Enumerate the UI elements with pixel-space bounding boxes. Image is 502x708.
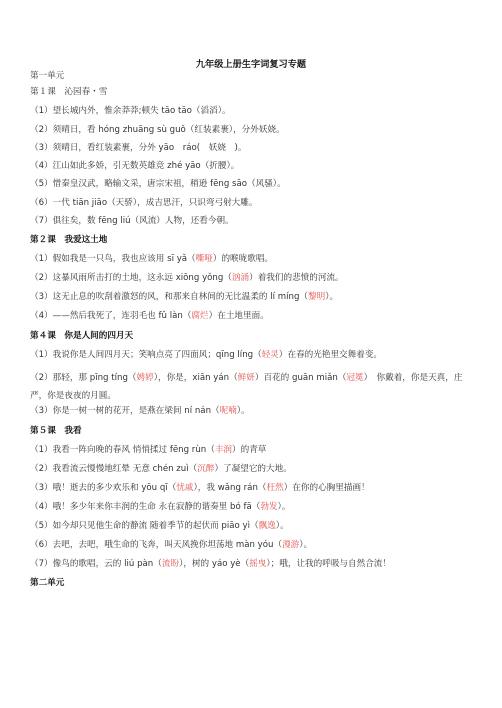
answer-word: 黎明 [308,292,326,302]
answer-word: 摇曳 [249,559,267,569]
item-text: （6）去吧，去吧，哦生命的飞奔，叫天风挽你坦荡地 màn yóu（ [30,540,283,550]
item-text: （2）这暴风雨所击打的土地，这永远 xiōng yǒng（ [30,273,232,283]
answer-word: 丰润 [214,445,233,455]
list-item [30,254,478,265]
item-text: （1）假如我是一只鸟，我也应该用 sī yǎ（ [30,254,196,264]
answer-word: 忧戚 [176,483,194,493]
item-text: ），树的 yáo yè（ [179,559,250,569]
list-item: （3）须晴日，看红装素裹，分外 yāo ráo( 妖娆 )。 [30,143,247,153]
item-text: ），我 wǎng rán（ [193,483,267,493]
list-item [30,369,478,405]
answer-word: 勃发 [260,502,278,512]
lesson-heading: 第４课 你是人间的四月天 [30,331,134,341]
item-text: ），你是，xiān yán（ [153,373,238,383]
list-item [30,350,478,361]
answer-word: 娉婷 [136,373,154,383]
answer-word: 汹涌 [231,273,250,283]
answer-word: 流盼 [161,559,180,569]
list-item [30,521,478,532]
item-text: ）。 [236,406,250,416]
answer-word: 腐烂 [191,311,209,321]
item-text: ）的喉咙歌唱。 [212,254,274,264]
item-text: （3）你是一树一树的花开，是燕在梁间 ní nán（ [30,406,220,416]
list-item [30,464,478,475]
list-item: （6）一代 tiān jiāo（天骄），成吉思汗，只识弯弓射大雕。 [30,198,258,208]
item-text: （5）如今却只见他生命的静流 随着季节的起伏而 piāo yì（ [30,521,259,531]
answer-word: 轻灵 [261,350,279,360]
document-title: 九年级上册生字词复习专题 [195,59,307,70]
item-text: ）。 [299,540,313,550]
lesson-heading: 第２课 我爱这土地 [30,235,108,245]
item-text: （2）那轻，那 pīng tíng（ [30,373,137,383]
answer-word: 漫游 [282,540,300,550]
item-text: （1）我说你是人间四月天；笑响点亮了四面风；qīng líng（ [30,350,262,360]
list-item: （4）江山如此多娇，引无数英雄竞 zhé yāo（折腰）。 [30,161,240,171]
list-item: （2）须晴日，看 hóng zhuāng sù guǒ（红装素裹），分外妖娆。 [30,125,285,135]
lesson-heading: 第５课 我看 [30,426,82,436]
answer-word: 嘶哑 [195,254,213,264]
list-item [30,502,478,513]
item-text: ）百花的 guān miǎn（ [254,373,347,383]
list-item: （7）俱往矣，数 fēng liú（风流）人物，还看今朝。 [30,216,234,226]
item-text: （1）我看一阵向晚的春风 悄悄揉过 fēng rùn（ [30,445,215,455]
list-item [30,292,478,303]
item-text: ）。 [277,502,291,512]
list-item [30,559,478,570]
item-text: ）；哦，让我的呼吸与自然合流！ [266,559,391,569]
item-text: ）了凝望它的大地。 [214,464,292,474]
list-item [30,273,478,284]
item-text: （3）这无止息的吹刮着激怒的风，和那来自林间的无比温柔的 lí míng（ [30,292,308,302]
lesson-heading: 第１课 沁园春・雪 [30,87,108,97]
unit-heading: 第二单元 [30,578,65,588]
item-text: （7）像鸟的歌唱，云的 liú pàn（ [30,559,162,569]
answer-word: 飘逸 [258,521,276,531]
item-text: ）。 [275,521,289,531]
list-item [30,406,478,417]
item-text: ）。 [325,292,339,302]
list-item [30,311,478,322]
item-text: （4）哦！多少年来你丰润的生命 永在寂静的谐奏里 bó fā（ [30,502,261,512]
list-item: （1）望长城内外，惟余莽莽;顿失 tāo tāo（滔滔）。 [30,106,231,116]
list-item: （5）惜秦皇汉武，略输文采，唐宗宋祖，稍逊 fēng sāo（风骚）。 [30,179,286,189]
item-text: ）的青草 [232,445,267,455]
answer-word: 冠冕 [346,373,364,383]
answer-word: 鲜妍 [237,373,255,383]
answer-word: 呢喃 [219,406,237,416]
answer-word: 枉然 [266,483,284,493]
list-item [30,540,478,551]
item-text: ）在你的心胸里描画！ [283,483,370,493]
unit-heading: 第一单元 [30,71,65,81]
item-text: （2）我看流云慢慢地红晕 无意 chén zuì（ [30,464,198,474]
list-item [30,445,478,456]
answer-word: 沉醉 [197,464,215,474]
list-item [30,483,478,494]
item-text: ）在春的光艳里交舞着变。 [278,350,383,360]
item-text: （4）——然后我死了，连羽毛也 fǔ làn（ [30,311,192,321]
item-text: ）着我们的悲愤的河流。 [249,273,344,283]
item-text: ） 你戴着，你是天真，庄严，你是夜夜的月圆。 [30,373,463,401]
item-text: （3）哦！逝去的多少欢乐和 yōu qī（ [30,483,177,493]
item-text: ）在土地里面。 [208,311,269,321]
